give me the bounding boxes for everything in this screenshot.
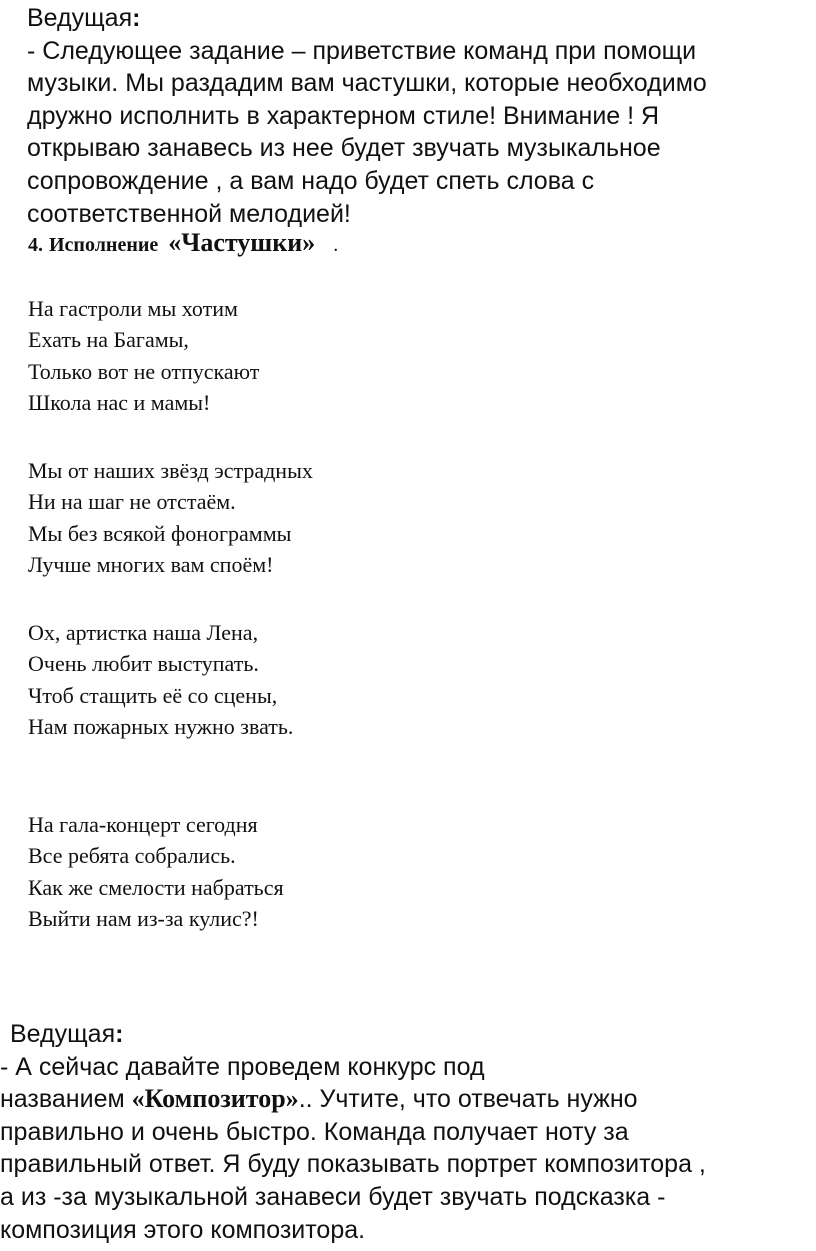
intro-line: сопровождение , а вам надо будет спеть слова с [27,166,595,195]
section-number: 4. [28,234,43,256]
verse-line: Нам пожарных нужно звать. [28,714,294,740]
speaker-colon: : [132,4,141,32]
verse-line: На гала-концерт сегодня [28,812,258,837]
verse-line: Мы от наших звёзд эстрадных [28,458,313,483]
speaker-name: Ведущая [10,1020,116,1048]
intro-line: - Следующее задание – приветствие команд при помощи [27,36,697,65]
intro-line: музыки. Мы раздадим вам частушки, которые необходимо [27,69,707,98]
intro-line: соответственной мелодией! [27,199,351,228]
verse-line: Лучше многих вам споём! [28,552,274,578]
verse-line: Очень любит выступать. [28,651,259,677]
section-heading [28,228,338,258]
verse-line: Ехать на Багамы, [28,327,189,353]
verse-3 [28,617,728,743]
speaker-colon: : [115,1020,124,1048]
contest-title: «Композитор» [131,1084,299,1114]
intro-line: открываю занавесь из нее будет звучать музыкальное [27,134,661,163]
verse-line: Ни на шаг не отстаём. [28,489,236,515]
intro-paragraph [27,2,807,230]
verse-line: Школа нас и мамы! [28,390,211,416]
speaker-label [0,1018,812,1051]
verse-line: Мы без всякой фонограммы [28,520,292,546]
outro-paragraph [0,1018,812,1246]
intro-line: дружно исполнить в характерном стиле! Внимание ! Я [27,101,660,130]
verse-line: На гастроли мы хотим [28,296,238,321]
outro-line: правильно и очень быстро. Команда получает ноту за [0,1117,629,1146]
verse-line: Только вот не отпускают [28,358,260,384]
section-title: «Частушки» [168,228,316,257]
verse-line: Чтоб стащить её со сцены, [28,682,278,708]
verse-line: Выйти нам из-за кулис?! [28,906,259,932]
outro-line: композиция этого композитора. [0,1215,366,1244]
section-word: Исполнение [49,234,159,256]
speaker-label [27,2,807,35]
verse-4 [28,809,728,935]
outro-line-with-title [0,1083,812,1116]
speaker-name: Ведущая [27,4,133,32]
outro-line: правильный ответ. Я буду показывать портрет композитора , [0,1150,706,1179]
outro-line: а из -за музыкальной занавеси будет звучать подсказка - [0,1182,666,1211]
verse-line: Все ребята собрались. [28,843,236,869]
verse-line: Ох, артистка наша Лена, [28,620,259,645]
outro-line-prefix: названием [0,1085,132,1114]
outro-line-suffix: .. Учтите, что отвечать нужно [298,1085,638,1114]
verse-2 [28,455,728,581]
outro-line: - А сейчас давайте проведем конкурс под [0,1052,485,1081]
section-dot: . [333,234,339,256]
verse-line: Как же смелости набраться [28,874,284,900]
verse-1 [28,293,728,419]
